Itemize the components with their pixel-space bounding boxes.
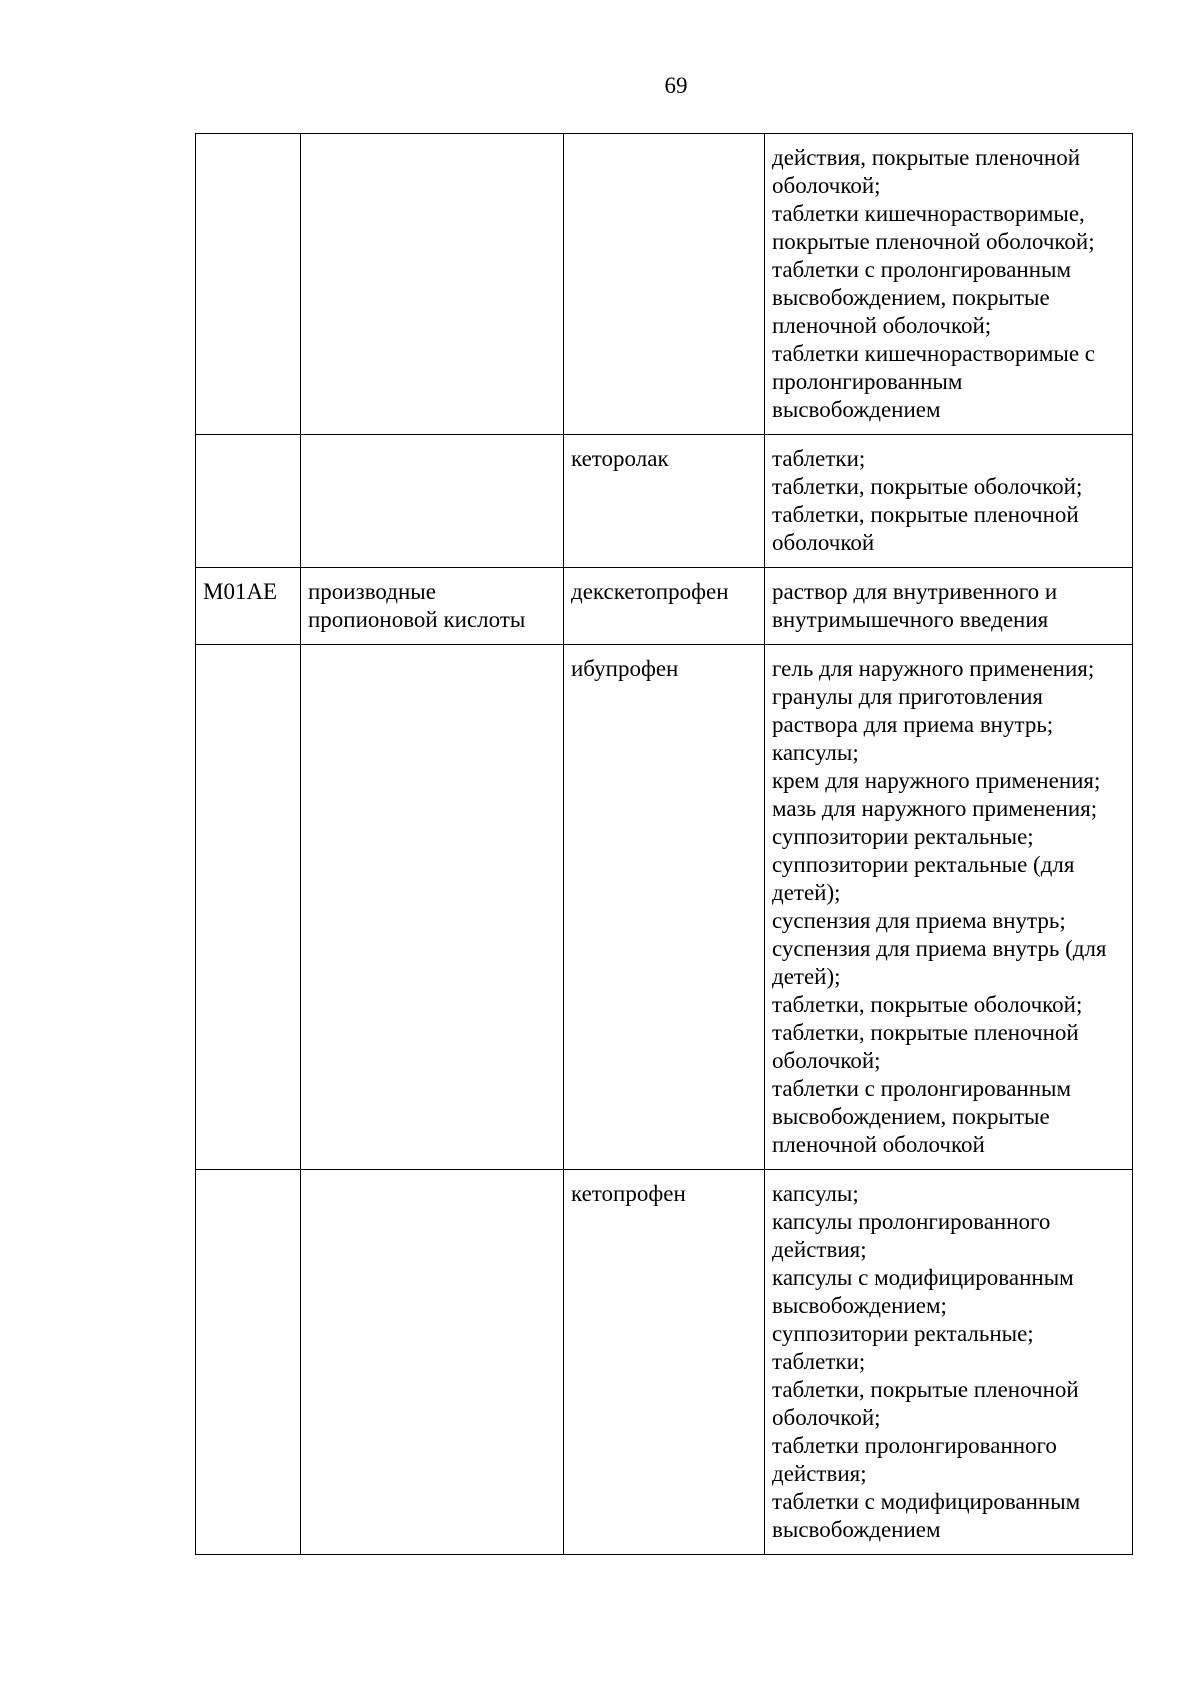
dosage-form-line: таблетки; xyxy=(772,1349,866,1374)
dosage-forms-cell xyxy=(765,435,1133,568)
dosage-form-line: оболочкой; xyxy=(772,1405,881,1430)
dosage-form-line: таблетки, покрытые оболочкой; xyxy=(772,992,1083,1017)
dosage-form-line: капсулы пролонгированного xyxy=(772,1209,1051,1234)
dosage-form-line: действия; xyxy=(772,1461,867,1486)
drug-name: кетопрофен xyxy=(571,1181,686,1206)
drug-name-cell xyxy=(564,435,765,568)
dosage-form-line: оболочкой; xyxy=(772,173,881,198)
atc-code-cell xyxy=(196,645,301,1170)
dosage-form-line: внутримышечного введения xyxy=(772,607,1049,632)
atc-code-cell xyxy=(196,1170,301,1555)
drug-table xyxy=(195,133,1133,1555)
atc-code-cell xyxy=(196,568,301,645)
drug-name-cell xyxy=(564,645,765,1170)
dosage-form-line: раствор для внутривенного и xyxy=(772,579,1058,604)
dosage-form-line: суппозитории ректальные; xyxy=(772,1321,1034,1346)
dosage-form-line: раствора для приема внутрь; xyxy=(772,712,1054,737)
drug-name-cell xyxy=(564,568,765,645)
dosage-form-line: пленочной оболочкой xyxy=(772,1132,985,1157)
dosage-form-line: таблетки кишечнорастворимые с xyxy=(772,341,1095,366)
dosage-form-line: таблетки с пролонгированным xyxy=(772,257,1072,282)
dosage-forms-cell xyxy=(765,568,1133,645)
dosage-form-line: капсулы; xyxy=(772,1181,859,1206)
dosage-form-line: высвобождением, покрытые xyxy=(772,285,1050,310)
drug-name-cell xyxy=(564,134,765,435)
table-row xyxy=(196,435,1133,568)
dosage-form-line: действия; xyxy=(772,1237,867,1262)
dosage-form-line: детей); xyxy=(772,964,841,989)
dosage-form-line: гель для наружного применения; xyxy=(772,656,1095,681)
dosage-form-line: таблетки с пролонгированным xyxy=(772,1076,1072,1101)
atc-code-cell xyxy=(196,435,301,568)
dosage-form-line: капсулы с модифицированным xyxy=(772,1265,1074,1290)
dosage-form-line: суппозитории ректальные; xyxy=(772,824,1034,849)
dosage-forms-cell xyxy=(765,134,1133,435)
table-row xyxy=(196,1170,1133,1555)
dosage-form-line: мазь для наружного применения; xyxy=(772,796,1098,821)
table-row xyxy=(196,568,1133,645)
drug-name: кеторолак xyxy=(571,446,669,471)
pharmacological-group: производные пропионовой кислоты xyxy=(308,579,526,632)
dosage-form-line: крем для наружного применения; xyxy=(772,768,1101,793)
dosage-form-line: оболочкой; xyxy=(772,1048,881,1073)
dosage-form-line: таблетки; xyxy=(772,446,866,471)
dosage-form-line: действия, покрытые пленочной xyxy=(772,145,1081,170)
pharmacological-group-cell xyxy=(301,645,564,1170)
drug-name: декскетопрофен xyxy=(571,579,729,604)
dosage-form-line: высвобождением, покрытые xyxy=(772,1104,1050,1129)
pharmacological-group-cell xyxy=(301,435,564,568)
table-row xyxy=(196,645,1133,1170)
atc-code-cell xyxy=(196,134,301,435)
dosage-forms-cell xyxy=(765,645,1133,1170)
dosage-form-line: высвобождением xyxy=(772,1517,941,1542)
dosage-form-line: пролонгированным xyxy=(772,369,963,394)
table-body xyxy=(196,134,1133,1555)
dosage-form-line: суспензия для приема внутрь (для xyxy=(772,936,1107,961)
dosage-form-line: суспензия для приема внутрь; xyxy=(772,908,1066,933)
dosage-form-line: таблетки кишечнорастворимые, xyxy=(772,201,1085,226)
dosage-form-line: покрытые пленочной оболочкой; xyxy=(772,229,1095,254)
drug-name: ибупрофен xyxy=(571,656,679,681)
dosage-form-line: высвобождением; xyxy=(772,1293,947,1318)
dosage-form-line: таблетки, покрытые пленочной xyxy=(772,502,1079,527)
dosage-form-line: гранулы для приготовления xyxy=(772,684,1043,709)
drug-name-cell xyxy=(564,1170,765,1555)
dosage-form-line: пленочной оболочкой; xyxy=(772,313,992,338)
dosage-form-line: оболочкой xyxy=(772,530,875,555)
pharmacological-group-cell xyxy=(301,568,564,645)
atc-code: M01AE xyxy=(203,579,278,604)
pharmacological-group-cell xyxy=(301,1170,564,1555)
pharmacological-group-cell xyxy=(301,134,564,435)
dosage-form-line: капсулы; xyxy=(772,740,859,765)
dosage-form-line: таблетки пролонгированного xyxy=(772,1433,1057,1458)
page-number: 69 xyxy=(664,73,688,98)
dosage-form-line: суппозитории ректальные (для xyxy=(772,852,1075,877)
table-row xyxy=(196,134,1133,435)
dosage-form-line: таблетки, покрытые пленочной xyxy=(772,1020,1079,1045)
dosage-forms-cell xyxy=(765,1170,1133,1555)
dosage-form-line: таблетки с модифицированным xyxy=(772,1489,1081,1514)
dosage-form-line: высвобождением xyxy=(772,397,941,422)
dosage-form-line: детей); xyxy=(772,880,841,905)
dosage-form-line: таблетки, покрытые пленочной xyxy=(772,1377,1079,1402)
dosage-form-line: таблетки, покрытые оболочкой; xyxy=(772,474,1083,499)
